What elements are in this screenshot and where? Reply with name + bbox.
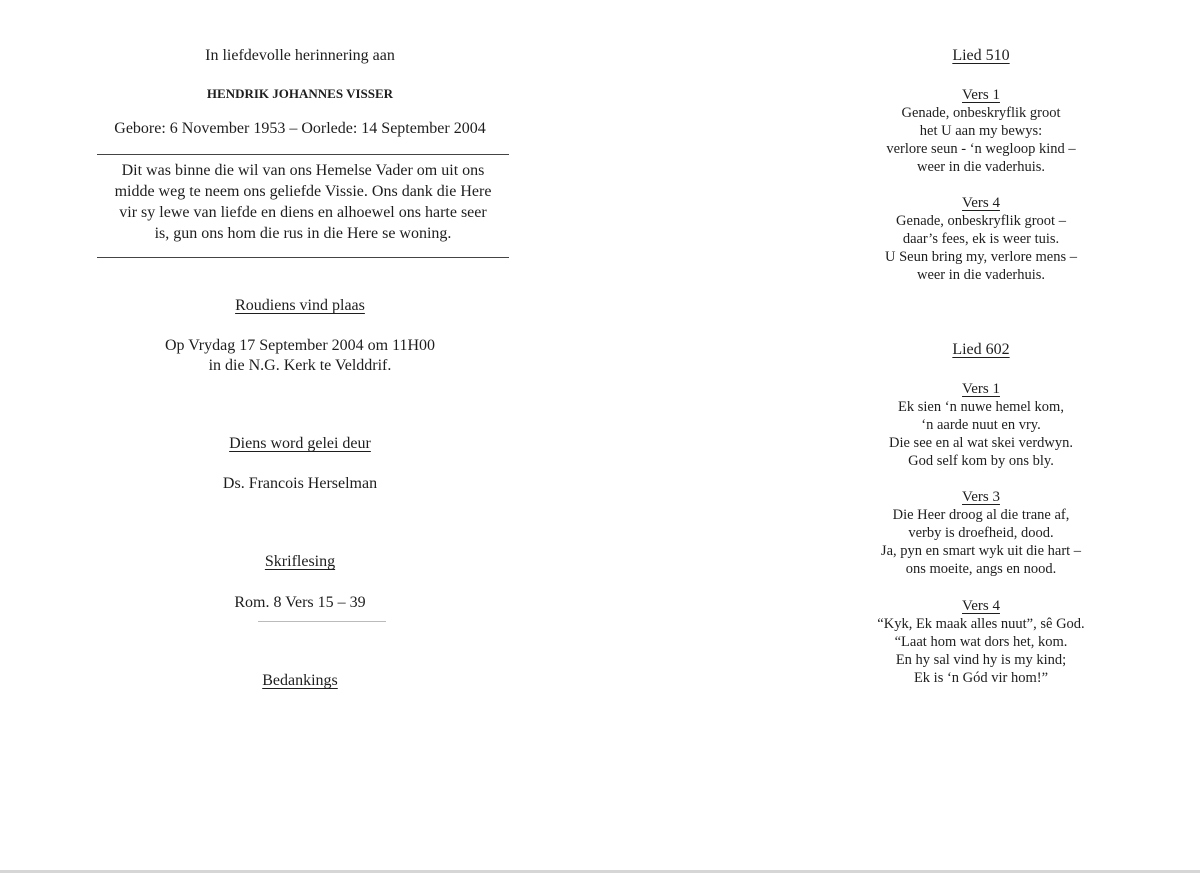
intro-line: is, gun ons hom die rus in die Here se woning. (154, 225, 452, 242)
verse-line: weer in die vaderhuis. (916, 159, 1046, 175)
verse-label: Vers 1 (962, 87, 1000, 103)
deceased-name: HENDRIK JOHANNES VISSER (206, 86, 394, 101)
memorial-line: In liefdevolle herinnering aan (205, 47, 395, 64)
minister-name: Ds. Francois Herselman (222, 475, 378, 492)
verse-label: Vers 3 (962, 489, 1000, 505)
verse-line: U Seun bring my, verlore mens – (885, 249, 1077, 265)
verse-text (600, 104, 1200, 176)
verse-text (600, 398, 1200, 470)
verse-line: ons moeite, angs en nood. (905, 561, 1057, 577)
song-title: Lied 510 (952, 47, 1010, 64)
life-dates: Gebore: 6 November 1953 – Oorlede: 14 September 2004 (114, 120, 486, 137)
verse-line: “Kyk, Ek maak alles nuut”, sê God. (877, 616, 1085, 632)
verse-line: daar’s fees, ek is weer tuis. (902, 231, 1060, 247)
intro-line: Dit was binne die wil van ons Hemelse Vader om uit ons (121, 162, 485, 179)
verse-line: Die Heer droog al die trane af, (892, 507, 1070, 523)
verse-line: God self kom by ons bly. (908, 453, 1054, 469)
service-heading: Roudiens vind plaas (235, 297, 365, 314)
verse-line: Genade, onbeskryflik groot (901, 105, 1061, 121)
intro-box (97, 154, 509, 258)
service-line: in die N.G. Kerk te Velddrif. (208, 357, 392, 374)
verse-label: Vers 4 (962, 598, 1000, 614)
song-title: Lied 602 (952, 341, 1010, 358)
verse-line: het U aan my bewys: (919, 123, 1043, 139)
intro-text (97, 160, 509, 244)
verse-line: verlore seun - ‘n wegloop kind – (886, 141, 1076, 157)
verse-label: Vers 4 (962, 195, 1000, 211)
intro-line: midde weg te neem ons geliefde Vissie. Ons dank die Here (114, 183, 492, 200)
verse-line: Ja, pyn en smart wyk uit die hart – (880, 543, 1082, 559)
service-details (0, 336, 600, 376)
service-line: Op Vrydag 17 September 2004 om 11H00 (164, 337, 436, 354)
verse-line: En hy sal vind hy is my kind; (895, 652, 1067, 668)
verse-line: Ek is ‘n Gód vir hom!” (913, 670, 1049, 686)
thanks-heading: Bedankings (262, 672, 338, 689)
verse-label: Vers 1 (962, 381, 1000, 397)
verse-line: Ek sien ‘n nuwe hemel kom, (898, 399, 1064, 415)
verse-text (600, 615, 1200, 687)
led-by-heading: Diens word gelei deur (229, 435, 371, 452)
verse-line: weer in die vaderhuis. (916, 267, 1046, 283)
verse-line: Genade, onbeskryflik groot – (896, 213, 1066, 229)
verse-text (600, 506, 1200, 578)
verse-line: “Laat hom wat dors het, kom. (894, 634, 1068, 650)
verse-text (600, 212, 1200, 284)
reading-reference: Rom. 8 Vers 15 – 39 (234, 594, 366, 611)
verse-line: Die see en al wat skei verdwyn. (888, 435, 1073, 451)
verse-line: ‘n aarde nuut en vry. (921, 417, 1041, 433)
right-page (600, 0, 1200, 873)
reading-heading: Skriflesing (264, 553, 336, 570)
pencil-smudge (258, 621, 386, 622)
verse-line: verby is droefheid, dood. (908, 525, 1054, 541)
intro-line: vir sy lewe van liefde en diens en alhoewel ons harte seer (119, 204, 487, 221)
